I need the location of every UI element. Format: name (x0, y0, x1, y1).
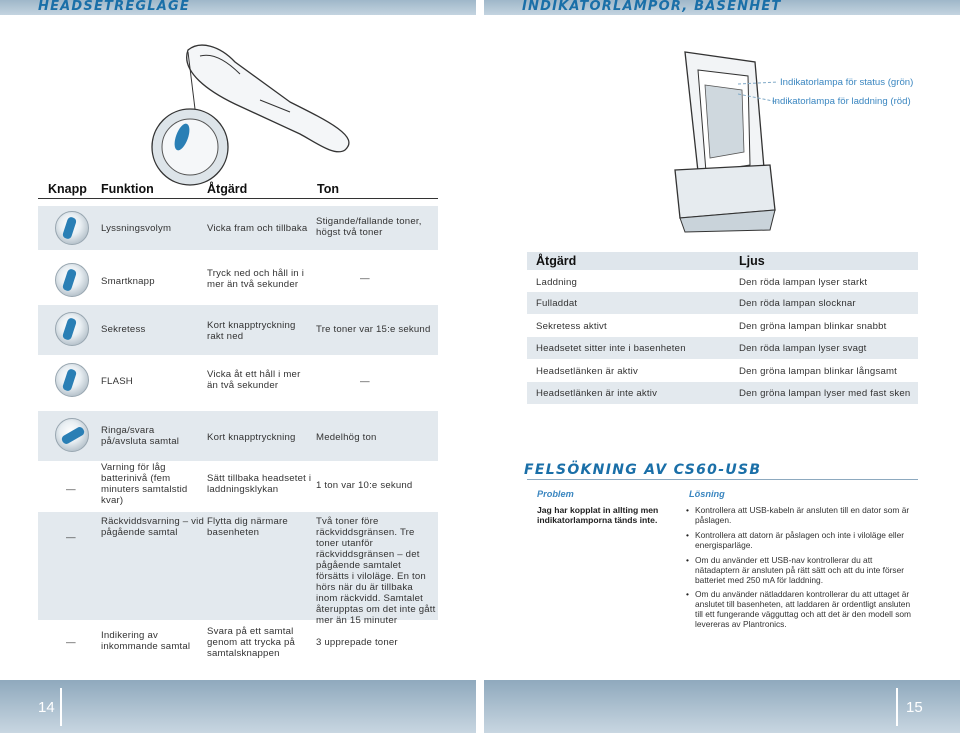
lights-row1-ljus: Den röda lampan lyser starkt (739, 277, 868, 288)
row2-atgard: Tryck ned och håll in i mer än två sekunder (207, 268, 305, 290)
lights-table-header (527, 252, 918, 270)
row4-ton: — (360, 376, 370, 387)
header-divider (38, 198, 438, 199)
col-header-knapp: Knapp (48, 182, 87, 196)
row2-ton: — (360, 273, 370, 284)
row7-ton: Två toner före räckviddsgränsen. Tre toner utanför räckviddsgränsen – det pågående samtalet försätts i viloläge. En ton hörs när du är tillbaka inom räckvidd. Samtalet återupptas om det inte gått mer än 15 minuter (316, 516, 436, 626)
lights-row3-ljus: Den gröna lampan blinkar snabbt (739, 321, 887, 332)
left-banner-title: HEADSETREGLAGE (38, 0, 190, 14)
problem-label: Problem (537, 489, 574, 499)
flash-button-icon (55, 363, 89, 397)
lights-row2-atgard: Fulladdat (536, 298, 578, 309)
lights-row4-atgard: Headsetet sitter inte i basenheten (536, 343, 686, 354)
callout-status-light: Indikatorlampa för status (grön) (780, 77, 914, 88)
row8-funktion: Indikering av inkommande samtal (101, 630, 191, 652)
page-number-left: 14 (38, 699, 55, 716)
row1-atgard: Vicka fram och tillbaka (207, 223, 308, 234)
lights-row (527, 292, 918, 314)
lights-row5-atgard: Headsetlänken är aktiv (536, 366, 638, 377)
solution-label: Lösning (689, 489, 725, 499)
row6-atgard: Sätt tillbaka headsetet i laddningsklykan (207, 473, 312, 495)
col-header-atgard: Åtgärd (207, 182, 248, 196)
lights-row5-ljus: Den gröna lampan blinkar långsamt (739, 366, 898, 377)
row3-ton: Tre toner var 15:e sekund (316, 324, 431, 335)
row7-atgard: Flytta dig närmare basenheten (207, 516, 288, 538)
row5-funktion: Ringa/svara på/avsluta samtal (101, 425, 180, 447)
row8-knapp: — (66, 637, 76, 648)
footer-divider (60, 688, 62, 726)
row5-ton: Medelhög ton (316, 432, 377, 443)
row6-knapp: — (66, 484, 76, 495)
base-unit-illustration (670, 40, 780, 235)
row1-funktion: Lyssningsvolym (101, 223, 172, 234)
right-banner (484, 0, 960, 15)
row7-funktion: Räckviddsvarning – vid pågående samtal (101, 516, 205, 538)
lights-header-ljus: Ljus (739, 254, 765, 268)
callout-charge-light: Indikatorlampa för laddning (röd) (772, 96, 911, 107)
row5-atgard: Kort knapptryckning (207, 432, 296, 443)
smart-button-icon (55, 263, 89, 297)
col-header-funktion: Funktion (101, 182, 154, 196)
troubleshooting-title: FELSÖKNING AV CS60-USB (524, 462, 762, 478)
row2-funktion: Smartknapp (101, 276, 155, 287)
problem-text: Jag har kopplat in allting men indikatorlamporna tänds inte. (537, 505, 659, 525)
page-number-right: 15 (906, 699, 923, 716)
lights-row2-ljus: Den röda lampan slocknar (739, 298, 856, 309)
lights-header-atgard: Åtgärd (536, 254, 577, 268)
volume-button-icon (55, 211, 89, 245)
solution-item: • Kontrollera att datorn är påslagen och inte i viloläge eller energisparläge. (695, 530, 917, 550)
solution-item: • Om du använder nätladdaren kontrollerar du att uttaget är anslutet till basenheten, att laddaren är ordentligt ansluten till ett fungerande vägguttag och att det är den modell som levereras av Plantronics. (695, 589, 917, 629)
row4-funktion: FLASH (101, 376, 133, 387)
row8-atgard: Svara på ett samtal genom att trycka på samtalsknappen (207, 626, 296, 659)
row6-funktion: Varning för låg batterinivå (fem minuters samtalstid kvar) (101, 462, 188, 506)
row8-ton: 3 upprepade toner (316, 637, 398, 648)
footer-divider (896, 688, 898, 726)
col-header-ton: Ton (317, 182, 339, 196)
row6-ton: 1 ton var 10:e sekund (316, 480, 413, 491)
right-footer (484, 680, 960, 733)
troubleshooting-divider (527, 479, 918, 480)
lights-row6-ljus: Den gröna lampan lyser med fast sken (739, 388, 911, 399)
lights-row1-atgard: Laddning (536, 277, 578, 288)
lights-row3-atgard: Sekretess aktivt (536, 321, 607, 332)
left-banner (0, 0, 476, 15)
lights-row4-ljus: Den röda lampan lyser svagt (739, 343, 867, 354)
right-banner-title: INDIKATORLAMPOR, BASENHET (522, 0, 782, 14)
row3-atgard: Kort knapptryckning rakt ned (207, 320, 296, 342)
headset-illustration (140, 42, 370, 187)
row4-atgard: Vicka åt ett håll i mer än två sekunder (207, 369, 301, 391)
mute-button-icon (55, 312, 89, 346)
solution-item: • Om du använder ett USB-nav kontrollerar du att nätadaptern är ansluten på rätt sätt och att du inte förser batteriet med 250 mA för laddning. (695, 555, 917, 585)
lights-row6-atgard: Headsetlänken är inte aktiv (536, 388, 658, 399)
row3-funktion: Sekretess (101, 324, 146, 335)
row7-knapp: — (66, 532, 76, 543)
row1-ton: Stigande/fallande toner, högst två toner (316, 216, 422, 238)
solution-item: • Kontrollera att USB-kabeln är ansluten till en dator som är påslagen. (695, 505, 917, 525)
left-footer (0, 680, 476, 733)
call-button-icon (55, 418, 89, 452)
